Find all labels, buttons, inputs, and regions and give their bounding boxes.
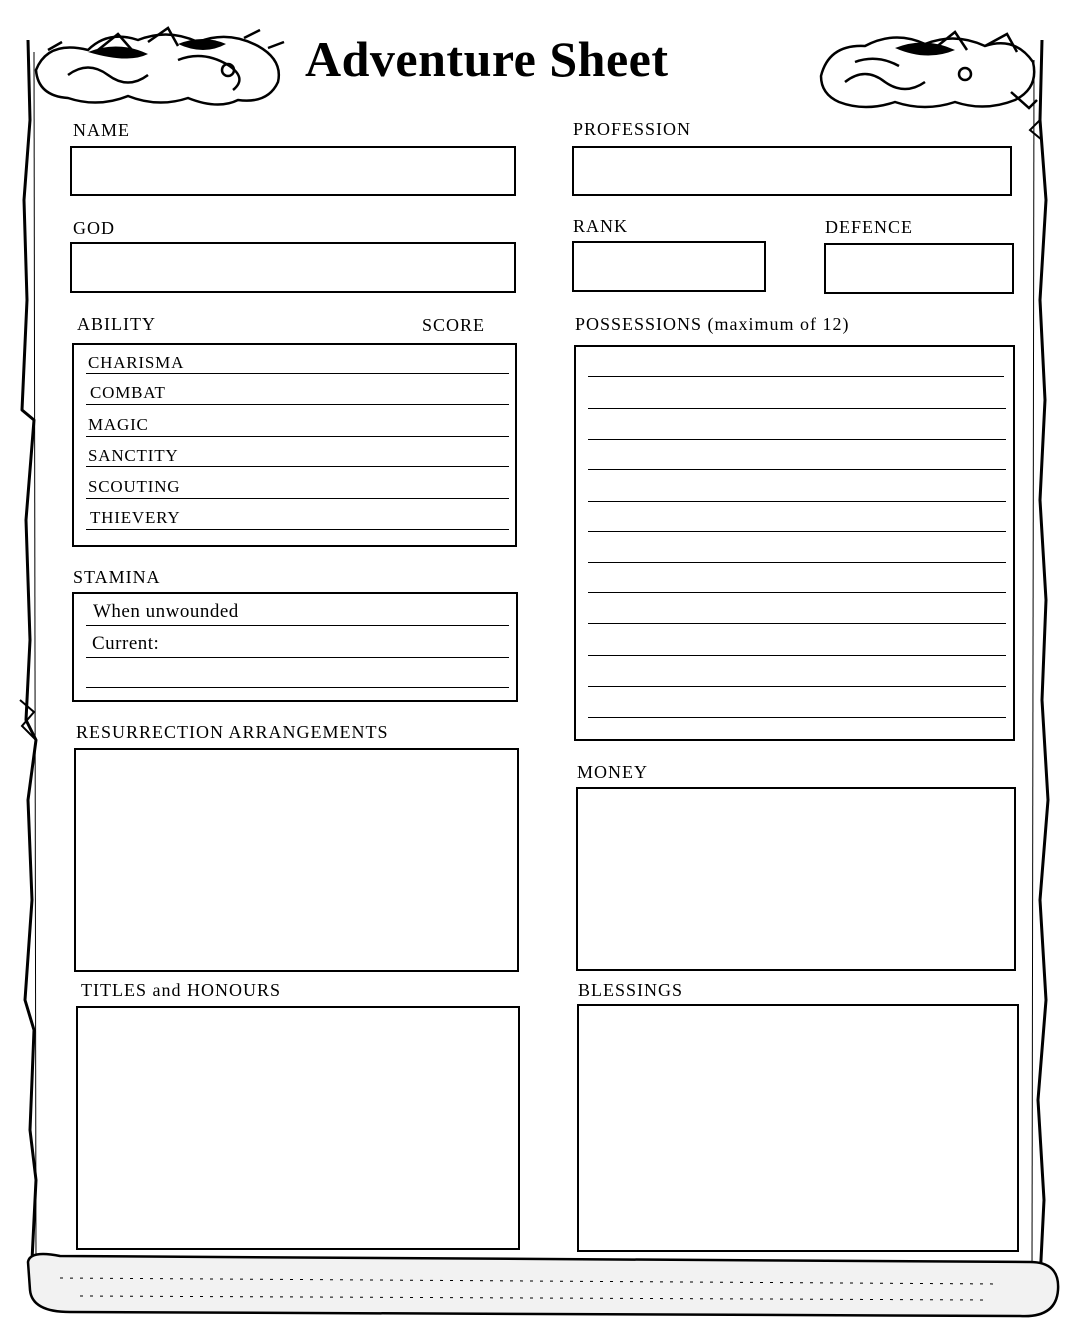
ability-row-label: SANCTITY xyxy=(88,446,179,465)
possession-line[interactable] xyxy=(588,531,1006,532)
ability-row-line[interactable] xyxy=(86,466,509,467)
money-label: MONEY xyxy=(577,762,648,782)
possession-line[interactable] xyxy=(588,469,1006,470)
stamina-current-line[interactable] xyxy=(86,657,509,658)
possession-line[interactable] xyxy=(588,623,1006,624)
possession-line[interactable] xyxy=(588,408,1006,409)
stamina-extra-line[interactable] xyxy=(86,687,509,688)
ability-row-line[interactable] xyxy=(86,436,509,437)
ability-row-label: COMBAT xyxy=(90,383,166,402)
stamina-current-label: Current: xyxy=(92,633,160,654)
money-field[interactable] xyxy=(576,787,1016,971)
possessions-box xyxy=(574,345,1015,741)
name-field[interactable] xyxy=(70,146,516,196)
stamina-unwounded-label: When unwounded xyxy=(93,601,239,622)
stamina-box xyxy=(72,592,518,702)
titles-field[interactable] xyxy=(76,1006,520,1250)
defence-label: DEFENCE xyxy=(825,217,913,237)
rank-label: RANK xyxy=(573,216,629,236)
possession-line[interactable] xyxy=(588,501,1006,502)
page-title: Adventure Sheet xyxy=(305,31,669,87)
god-label: GOD xyxy=(73,218,115,238)
blessings-field[interactable] xyxy=(577,1004,1019,1252)
possession-line[interactable] xyxy=(588,686,1006,687)
ability-table xyxy=(72,343,517,547)
ability-header: ABILITY xyxy=(77,314,156,334)
dragon-icon xyxy=(28,20,290,112)
ability-row-label: MAGIC xyxy=(88,415,149,434)
resurrection-field[interactable] xyxy=(74,748,519,972)
ability-row-line[interactable] xyxy=(86,498,509,499)
ability-row-line[interactable] xyxy=(86,404,509,405)
possession-line[interactable] xyxy=(588,592,1006,593)
defence-field[interactable] xyxy=(824,243,1014,294)
name-label: NAME xyxy=(73,120,130,140)
score-header: SCORE xyxy=(422,315,486,335)
rank-field[interactable] xyxy=(572,241,766,292)
dragon-icon xyxy=(815,22,1040,114)
possession-line[interactable] xyxy=(588,562,1006,563)
possession-line[interactable] xyxy=(588,439,1006,440)
ability-row-label: SCOUTING xyxy=(88,477,181,496)
ability-row-label: THIEVERY xyxy=(90,508,181,527)
ability-row-label: CHARISMA xyxy=(88,353,185,372)
titles-label: TITLES and HONOURS xyxy=(81,980,281,1000)
resurrection-label: RESURRECTION ARRANGEMENTS xyxy=(76,722,389,742)
possession-line[interactable] xyxy=(588,717,1006,718)
god-field[interactable] xyxy=(70,242,516,293)
ability-row-line[interactable] xyxy=(86,529,509,530)
profession-label: PROFESSION xyxy=(573,119,692,139)
possessions-label: POSSESSIONS (maximum of 12) xyxy=(575,314,850,334)
stamina-unwounded-line[interactable] xyxy=(86,625,509,626)
possession-line[interactable] xyxy=(588,376,1004,377)
blessings-label: BLESSINGS xyxy=(578,980,684,1000)
profession-field[interactable] xyxy=(572,146,1012,196)
possession-line[interactable] xyxy=(588,655,1006,656)
stamina-label: STAMINA xyxy=(73,567,161,587)
ability-row-line[interactable] xyxy=(86,373,509,374)
